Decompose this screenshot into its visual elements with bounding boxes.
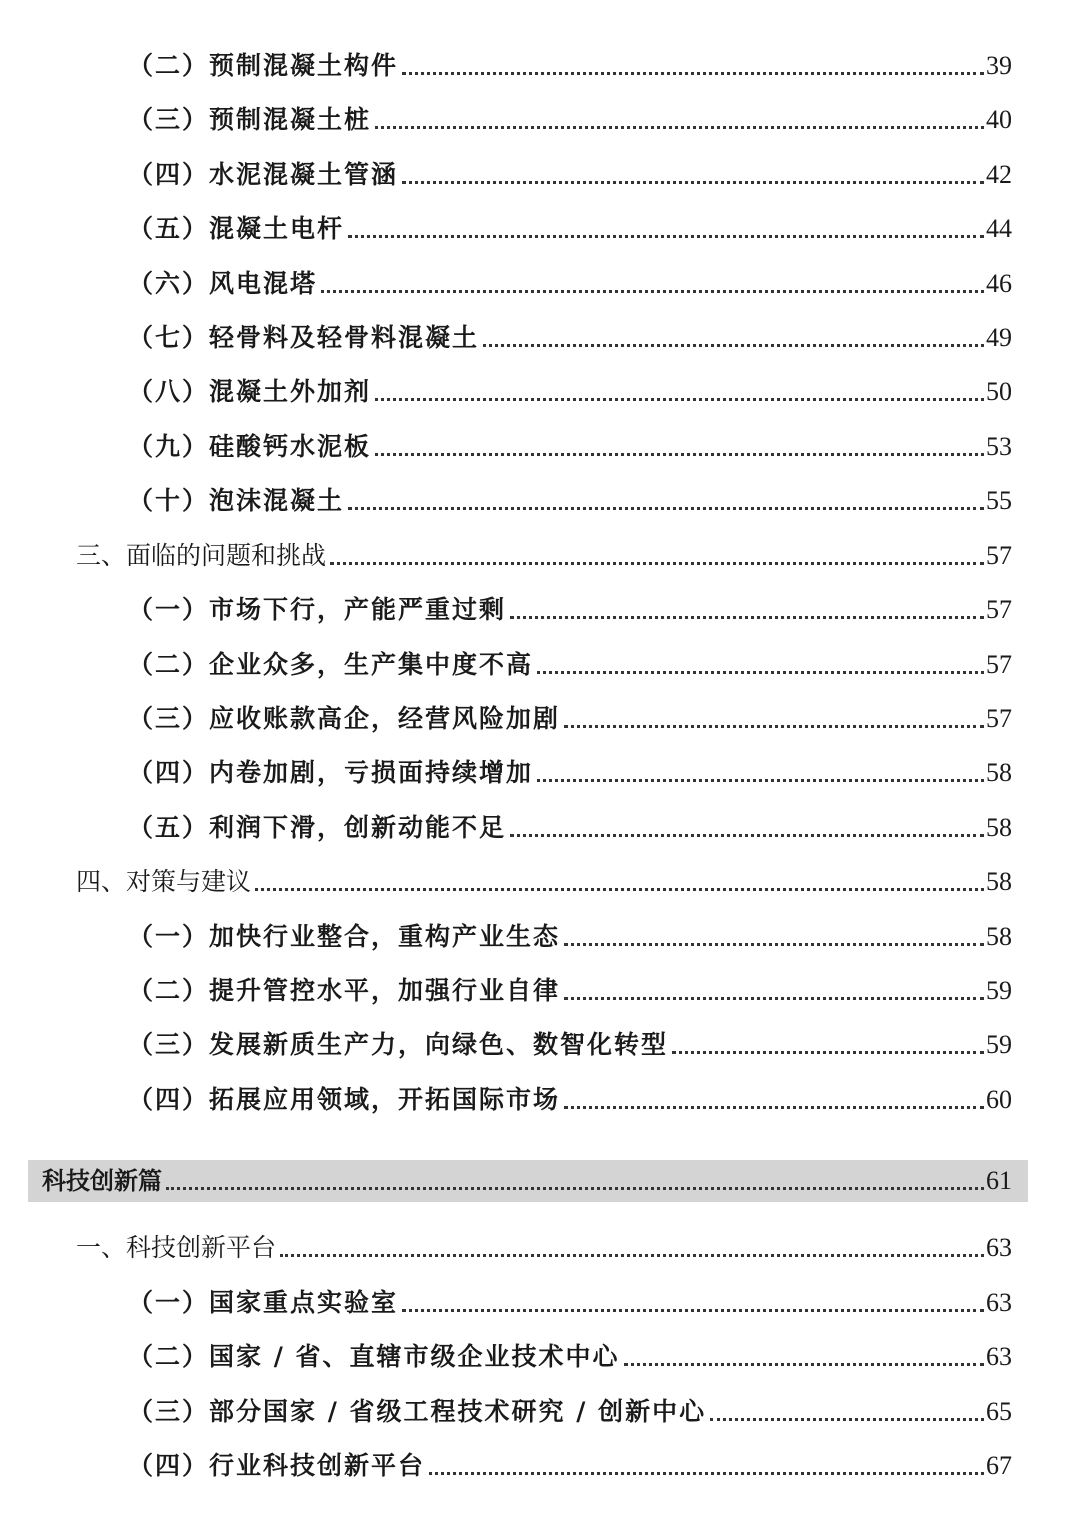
toc-entry[interactable] — [128, 590, 1012, 630]
toc-entry-label: （三）发展新质生产力，向绿色、数智化转型 — [128, 1030, 669, 1059]
dot-leader — [402, 181, 984, 184]
toc-entry-label: （二）预制混凝土构件 — [128, 51, 399, 80]
dot-leader — [375, 453, 984, 456]
dot-leader — [564, 725, 984, 728]
toc-page-number: 57 — [986, 595, 1012, 624]
toc-entry[interactable] — [128, 699, 1012, 739]
toc-section-entry[interactable] — [42, 1161, 1012, 1201]
toc-entry-label: （六）风电混塔 — [128, 269, 318, 298]
toc-entry-label: （四）水泥混凝土管涵 — [128, 160, 399, 189]
toc-entry[interactable] — [128, 46, 1012, 86]
toc-entry-label: （八）混凝土外加剂 — [128, 377, 372, 406]
toc-page-number: 46 — [986, 269, 1012, 298]
toc-entry-label: （四）行业科技创新平台 — [128, 1451, 426, 1480]
toc-chapter-entry[interactable] — [76, 1228, 1012, 1268]
toc-entry-label: （三）部分国家 / 省级工程技术研究 / 创新中心 — [128, 1397, 707, 1426]
dot-leader — [510, 834, 984, 837]
dot-leader — [166, 1187, 984, 1190]
toc-chapter-entry[interactable] — [76, 536, 1012, 576]
dot-leader — [321, 290, 984, 293]
toc-entry-label: （五）利润下滑，创新动能不足 — [128, 813, 507, 842]
toc-entry-label: （二）国家 / 省、直辖市级企业技术中心 — [128, 1342, 620, 1371]
toc-entry-label: （四）内卷加剧，亏损面持续增加 — [128, 758, 534, 787]
dot-leader — [537, 671, 984, 674]
toc-entry-label: （九）硅酸钙水泥板 — [128, 432, 372, 461]
dot-leader — [375, 126, 984, 129]
toc-entry[interactable] — [128, 155, 1012, 195]
toc-entry-label: （四）拓展应用领域，开拓国际市场 — [128, 1085, 561, 1114]
dot-leader — [624, 1363, 984, 1366]
toc-entry-label: （七）轻骨料及轻骨料混凝土 — [128, 323, 480, 352]
toc-entry-label: （一）市场下行，产能严重过剩 — [128, 595, 507, 624]
toc-page-number: 67 — [986, 1451, 1012, 1480]
dot-leader — [348, 507, 984, 510]
toc-chapter-entry[interactable] — [76, 862, 1012, 902]
dot-leader — [348, 235, 984, 238]
toc-entry[interactable] — [128, 209, 1012, 249]
toc-entry-label: （一）加快行业整合，重构产业生态 — [128, 922, 561, 951]
dot-leader — [330, 562, 984, 565]
toc-page-number: 42 — [986, 160, 1012, 189]
toc-entry[interactable] — [128, 1337, 1012, 1377]
toc-page-number: 59 — [986, 1030, 1012, 1059]
toc-entry-label: （三）应收账款高企，经营风险加剧 — [128, 704, 561, 733]
toc-entry-label: （二）提升管控水平，加强行业自律 — [128, 976, 561, 1005]
toc-entry[interactable] — [128, 808, 1012, 848]
dot-leader — [402, 1309, 984, 1312]
toc-page-number: 61 — [986, 1166, 1012, 1195]
toc-entry[interactable] — [128, 645, 1012, 685]
toc-page-number: 58 — [986, 867, 1012, 896]
dot-leader — [402, 72, 984, 75]
toc-page-number: 57 — [986, 650, 1012, 679]
toc-entry[interactable] — [128, 481, 1012, 521]
toc-entry[interactable] — [128, 264, 1012, 304]
toc-page-number: 65 — [986, 1397, 1012, 1426]
dot-leader — [510, 616, 984, 619]
toc-page-number: 39 — [986, 51, 1012, 80]
toc-entry[interactable] — [128, 1080, 1012, 1120]
toc-entry[interactable] — [128, 1283, 1012, 1323]
toc-entry[interactable] — [128, 753, 1012, 793]
dot-leader — [672, 1051, 984, 1054]
toc-page-number: 57 — [986, 704, 1012, 733]
toc-section-label: 科技创新篇 — [42, 1167, 162, 1195]
toc-page-number: 40 — [986, 105, 1012, 134]
toc-entry[interactable] — [128, 1446, 1012, 1486]
dot-leader — [564, 1106, 984, 1109]
toc-entry[interactable] — [128, 971, 1012, 1011]
toc-chapter-label: 四、对策与建议 — [76, 867, 252, 896]
dot-leader — [537, 779, 984, 782]
toc-entry-label: （五）混凝土电杆 — [128, 214, 345, 243]
dot-leader — [483, 344, 984, 347]
toc-page-number: 57 — [986, 541, 1012, 570]
toc-entry[interactable] — [128, 372, 1012, 412]
toc-page-number: 58 — [986, 758, 1012, 787]
toc-entry[interactable] — [128, 318, 1012, 358]
toc-page-number: 58 — [986, 813, 1012, 842]
dot-leader — [255, 888, 984, 891]
toc-chapter-label: 三、面临的问题和挑战 — [76, 541, 327, 570]
toc-page-number: 50 — [986, 377, 1012, 406]
toc-page-number: 63 — [986, 1342, 1012, 1371]
dot-leader — [710, 1418, 984, 1421]
toc-page-number: 49 — [986, 323, 1012, 352]
toc-page-number: 60 — [986, 1085, 1012, 1114]
dot-leader — [564, 997, 984, 1000]
toc-page-number: 55 — [986, 486, 1012, 515]
toc-page-number: 59 — [986, 976, 1012, 1005]
toc-page-number: 44 — [986, 214, 1012, 243]
toc-page-number: 63 — [986, 1233, 1012, 1262]
toc-entry[interactable] — [128, 917, 1012, 957]
toc-chapter-label: 一、科技创新平台 — [76, 1233, 277, 1262]
dot-leader — [429, 1472, 984, 1475]
toc-page-number: 63 — [986, 1288, 1012, 1317]
toc-entry-label: （十）泡沫混凝土 — [128, 486, 345, 515]
toc-entry[interactable] — [128, 1025, 1012, 1065]
toc-entry-label: （三）预制混凝土桩 — [128, 105, 372, 134]
toc-page-number: 53 — [986, 432, 1012, 461]
toc-entry-label: （二）企业众多，生产集中度不高 — [128, 650, 534, 679]
dot-leader — [564, 943, 984, 946]
dot-leader — [375, 398, 984, 401]
toc-entry[interactable] — [128, 100, 1012, 140]
toc-page-number: 58 — [986, 922, 1012, 951]
toc-entry-label: （一）国家重点实验室 — [128, 1288, 399, 1317]
dot-leader — [280, 1254, 984, 1257]
toc-entry[interactable] — [128, 1392, 1012, 1432]
toc-entry[interactable] — [128, 427, 1012, 467]
